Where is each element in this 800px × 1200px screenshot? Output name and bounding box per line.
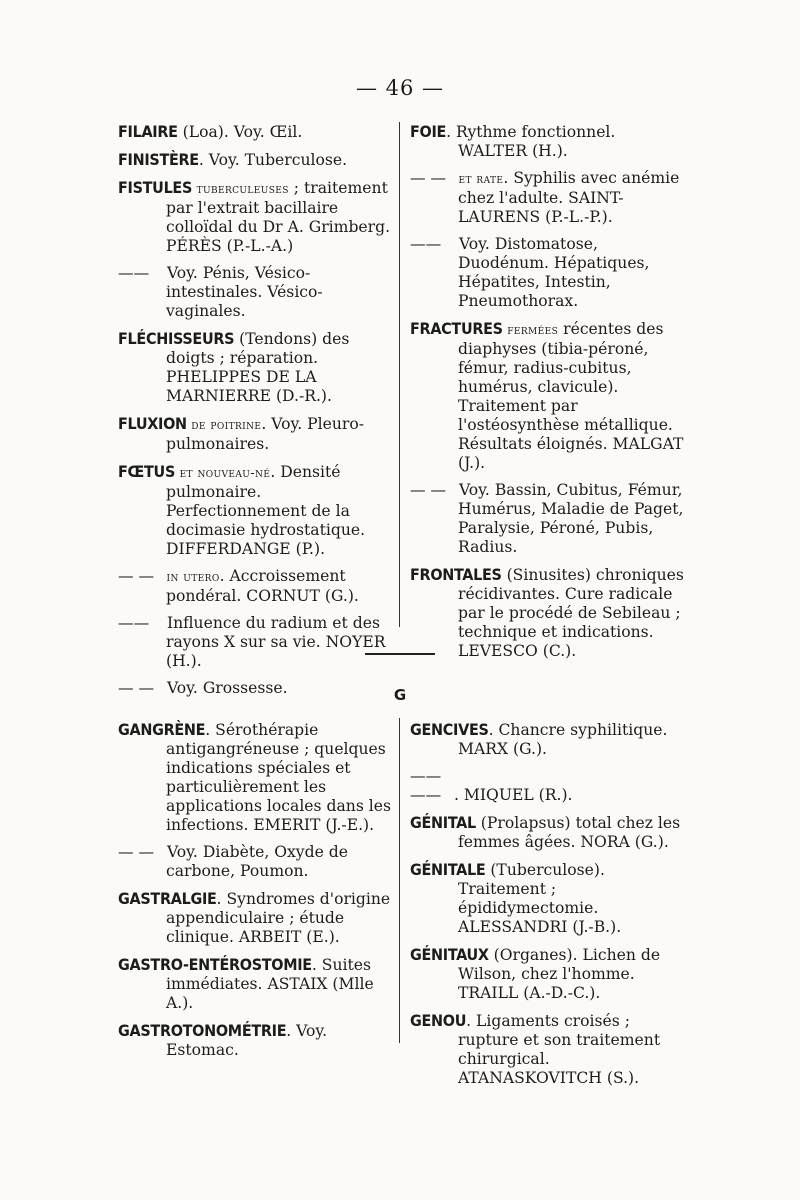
index-entry <box>410 1011 685 1088</box>
entry-ditto-dash: — — <box>118 843 155 861</box>
index-entry <box>118 414 400 454</box>
index-entry <box>410 481 685 557</box>
entry-heading: GANGRÈNE <box>118 720 206 739</box>
entry-heading: GASTRALGIE <box>118 889 217 908</box>
entry-text: . Rythme fonctionnel. WALTER (H.). <box>446 123 616 160</box>
entry-text: (Sinusites) chroniques récidivantes. Cure radicale par le procédé de Sebileau ; technique et indications. LEVESCO (C.). <box>458 566 684 660</box>
entry-text: (Tendons) des doigts ; réparation. PHELIPPES DE LA MARNIERRE (D.-R.). <box>166 330 350 405</box>
index-entry <box>410 235 685 311</box>
entry-text: Voy. Pénis, Vésico-intestinales. Vésico-vaginales. <box>162 264 323 320</box>
entry-ditto-dash: — — <box>118 679 155 697</box>
entry-text: Influence du radium et des rayons X sur sa vie. NOYER (H.). <box>162 614 386 670</box>
entry-heading: FRACTURES <box>410 319 503 338</box>
index-entry <box>118 614 400 671</box>
index-entry <box>410 813 685 852</box>
index-entry <box>410 945 685 1003</box>
entry-text: . Accroissement pondéral. CORNUT (G.). <box>166 567 359 605</box>
index-entry <box>410 720 685 759</box>
index-entry <box>118 720 400 835</box>
section-rule <box>365 653 435 655</box>
entry-text: Voy. Distomatose, Duodénum. Hépatiques, Hépatites, Intestin, Pneumothorax. <box>454 235 650 310</box>
entry-qualifier: tuberculeuses <box>192 182 289 197</box>
entry-text: . MIQUEL (R.). <box>454 786 573 804</box>
entry-heading: FILAIRE <box>118 122 178 141</box>
entry-heading: GENOU <box>410 1011 467 1030</box>
index-entry <box>118 462 400 559</box>
index-entry <box>410 122 685 161</box>
entry-qualifier: et nouveau-né <box>175 466 271 481</box>
entry-heading: FOIE <box>410 122 447 141</box>
entry-text: Voy. Diabète, Oxyde de carbone, Poumon. <box>162 843 348 880</box>
index-entry <box>118 567 400 606</box>
entry-text: Voy. Grossesse. <box>162 679 288 697</box>
entry-text: . Ligaments croisés ; rupture et son traitement chirurgical. ATANASKOVITCH (S.). <box>458 1012 661 1087</box>
entry-heading: FLÉCHISSEURS <box>118 329 235 348</box>
entry-text: . Densité pulmonaire. Perfectionnement de la docimasie hydrostatique. DIFFERDANGE (P.). <box>166 463 366 558</box>
entry-heading: FŒTUS <box>118 462 176 481</box>
index-entry <box>118 264 400 321</box>
entry-text: Voy. Bassin, Cubitus, Fémur, Humérus, Maladie de Paget, Paralysie, Péroné, Pubis, Radius. <box>454 481 684 556</box>
index-column-bottom-right <box>410 720 685 1096</box>
entry-qualifier: de poitrine <box>186 418 262 433</box>
entry-heading: FINISTÈRE <box>118 150 199 169</box>
entry-ditto-dash: —— <box>410 235 442 253</box>
entry-text: . Voy. Estomac. <box>166 1022 328 1059</box>
index-column-top-left <box>118 122 400 706</box>
entry-heading: GÉNITAUX <box>410 945 489 964</box>
index-entry <box>410 860 685 937</box>
entry-text: (Organes). Lichen de Wilson, chez l'homme. TRAILL (A.-D.-C.). <box>458 946 661 1002</box>
index-entry <box>118 843 400 881</box>
entry-text: . Sérothérapie antigangréneuse ; quelques indications spéciales et particulièrement les applications locales dans les infections. EMERIT (J.-E.). <box>166 721 391 834</box>
entry-heading: GASTROTONOMÉTRIE <box>118 1021 287 1040</box>
index-entry <box>118 889 400 947</box>
entry-heading: FISTULES <box>118 178 193 197</box>
entry-heading: GASTRO-ENTÉROSTOMIE <box>118 955 312 974</box>
index-entry <box>118 1021 400 1060</box>
entry-ditto-dash: —— <box>118 614 150 632</box>
entry-qualifier: in utero <box>162 570 220 585</box>
entry-qualifier: fermées <box>502 323 559 338</box>
section-letter-heading: G <box>393 686 407 704</box>
entry-ditto-dash: — — <box>118 567 155 585</box>
entry-ditto-dash: — — <box>410 481 447 499</box>
entry-text: . Syndromes d'origine appendiculaire ; étude clinique. ARBEIT (E.). <box>166 890 391 946</box>
entry-text: . Suites immédiates. ASTAIX (Mlle A.). <box>166 956 374 1012</box>
entry-text: récentes des diaphyses (tibia-péroné, fémur, radius-cubitus, humérus, clavicule). Traitement par l'ostéosynthèse métallique. Résultats éloignés. MALGAT (J.). <box>458 320 684 472</box>
entry-heading: GÉNITAL <box>410 813 476 832</box>
entry-ditto-dash: — — <box>410 169 447 187</box>
entry-heading: GÉNITALE <box>410 860 486 879</box>
index-entry <box>118 329 400 406</box>
entry-ditto-dash: —— <box>118 264 150 282</box>
entry-text: (Tuberculose). Traitement ; épididymectomie. ALESSANDRI (J.-B.). <box>458 861 622 936</box>
index-column-bottom-left <box>118 720 400 1068</box>
entry-text: . Voy. Pleuro-pulmonaires. <box>166 415 365 453</box>
entry-text: . Chancre syphilitique. MARX (G.). <box>458 721 668 758</box>
index-entry <box>410 319 685 473</box>
page-number: — 46 — <box>355 76 445 100</box>
index-entry <box>118 178 400 256</box>
column-divider-bottom <box>399 718 400 1043</box>
entry-heading: FLUXION <box>118 414 187 433</box>
entry-text: ; traitement par l'extrait bacillaire colloïdal du Dr A. Grimberg. PÉRÈS (P.-L.-A.) <box>166 179 391 255</box>
index-entry <box>118 955 400 1013</box>
entry-heading: FRONTALES <box>410 565 502 584</box>
index-column-top-right <box>410 122 685 669</box>
index-entry <box>410 565 685 661</box>
entry-ditto-dash: —— —— <box>410 767 442 804</box>
column-divider-top <box>399 122 400 627</box>
entry-text: . Syphilis avec anémie chez l'adulte. SAINT-LAURENS (P.-L.-P.). <box>458 169 680 226</box>
entry-text: (Loa). Voy. Œil. <box>177 123 303 141</box>
entry-heading: GENCIVES <box>410 720 489 739</box>
index-entry <box>410 169 685 227</box>
entry-text: (Prolapsus) total chez les femmes âgées. NORA (G.). <box>458 814 681 851</box>
entry-qualifier: et rate <box>454 172 504 187</box>
index-entry <box>410 767 685 805</box>
index-entry <box>118 150 400 170</box>
index-entry <box>118 122 400 142</box>
entry-text: . Voy. Tuberculose. <box>198 151 348 169</box>
